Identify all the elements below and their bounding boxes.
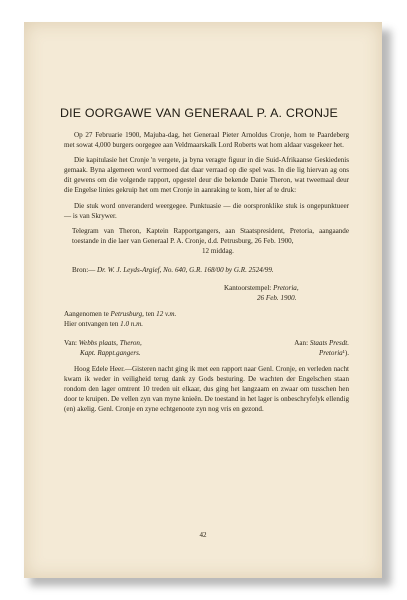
- footnote-mark: ¹).: [342, 348, 349, 357]
- paragraph-intro: Op 27 Februarie 1900, Majuba-dag, het Generaal Pieter Arnoldus Cronje, hom te Paardeberg met sowat 4,000 burgers oorgegee aan Veldmaarskalk Lord Roberts wat hom aldaar vasgekeer het.: [64, 131, 349, 150]
- page-content: [60, 106, 349, 414]
- from-to-block: [64, 338, 349, 358]
- stamp-date: 26 Feb. 1900.: [257, 294, 297, 303]
- telegram-heading: Telegram van Theron, Kaptein Rapportgangers, aan Staatspresident, Pretoria, aangaande toestande in die laer van Generaal P. A. Cronje, d.d. Petrusburg, 26 Feb. 1900,: [72, 226, 349, 245]
- from-block: Van: Webbs plaats, Theron, Kapt. Rappt.gangers.: [64, 338, 142, 357]
- letter-text: Hoog Edele Heer.—Gisteren nacht ging ik met een rapport naar Genl. Cronje, en verleden nacht kwam ik weder in veiligheid terug dank zy Gods besturing. De wachten der Engelschen staan rondom den lager omtrent 10 treden uit elkaar, dus ging het langzaam en zwaar om tusschen hen door te kruipen. De vellen zyn van myne knieën. De toestand in het lager is onbeschryfelyk ellendig (en) akelig. Genl. Cronje en zyne echtgenoote zyn nog vris en gezond.: [64, 364, 349, 414]
- document-page: [24, 22, 382, 578]
- source-label: Bron:—: [72, 266, 96, 275]
- office-stamp: [224, 283, 349, 303]
- telegram-heading-block: [72, 226, 349, 256]
- source-text: Dr. W. J. Leyds-Argief, No. 640, G.R. 168/00 by G.R. 2524/99.: [97, 266, 274, 275]
- received-block: [64, 309, 349, 329]
- telegram-time: 12 middag.: [202, 246, 234, 255]
- article-title: DIE OORGAWE VAN GENERAAL P. A. CRONJE: [60, 106, 338, 120]
- paragraph-capitulation: Die kapitulasie het Cronje 'n vergete, ja byna veragte figuur in die Suid-Afrikaanse Geskiedenis gemaak. Byna algemeen word vermoed dat daar verraad op die spel was. In die lig hiervan ag ons dit gewens om die volgende rapport, opgestel deur die bekende Danie Theron, wat tweemaal deur die Engelse linies gekruip het om met Cronje in aanraking te kom, hier af te druk:: [64, 156, 349, 195]
- received-line-2: Hier ontvangen ten 1.0 n.m.: [64, 320, 144, 329]
- received-line-1: Aangenomen te Petrusburg, ten 12 v.m.: [64, 310, 177, 319]
- stamp-place: Pretoria,: [273, 284, 299, 293]
- paragraph-punctuation-note: Die stuk word onveranderd weergegee. Punktuasie — die oorspronklike stuk is ongepunktueer — is van Skrywer.: [64, 201, 349, 220]
- source-reference: [72, 265, 349, 275]
- to-block: Aan: Staats Presdt. Pretoria¹).: [294, 338, 349, 357]
- stamp-label: Kantoorstempel:: [224, 284, 272, 293]
- page-number: 42: [199, 531, 207, 539]
